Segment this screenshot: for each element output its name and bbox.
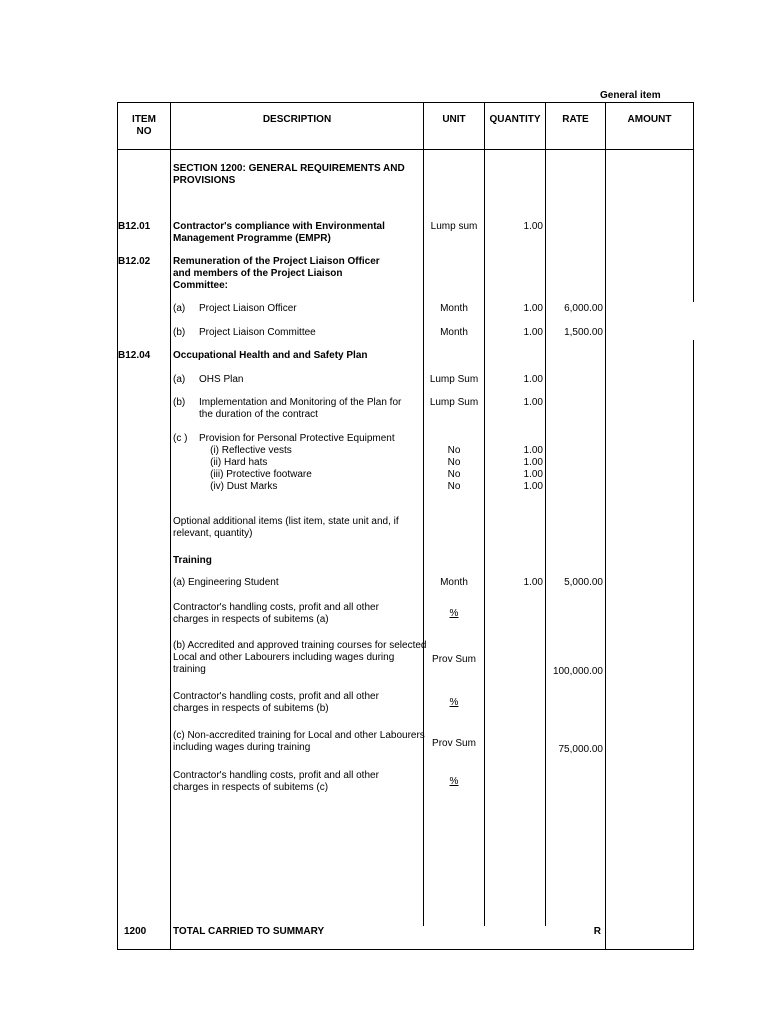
col-line-right-lower xyxy=(693,340,694,950)
col-header-amount: AMOUNT xyxy=(627,114,672,125)
sub-qty-b1204c: 1.00 1.00 1.00 1.00 xyxy=(523,445,543,492)
optional-items-note: Optional additional items (list item, state unit and, if relevant, quantity) xyxy=(173,516,399,539)
handling-c-desc: Contractor's handling costs, profit and all other charges in respects of subitems (c) xyxy=(173,770,379,793)
item-qty-b1201: 1.00 xyxy=(523,221,543,232)
sub-rate-b1202b: 1,500.00 xyxy=(564,327,603,338)
section-title: SECTION 1200: GENERAL REQUIREMENTS AND PROVISIONS xyxy=(173,163,405,186)
sub-desc-b1204a: OHS Plan xyxy=(199,374,244,385)
sub-desc-b1204c: Provision for Personal Protective Equipment (i) Reflective vests (ii) Hard hats (iii) Protective footware (iv) Dust Marks xyxy=(199,433,395,492)
sub-desc-b1202b: Project Liaison Committee xyxy=(199,327,316,338)
col-line-rate xyxy=(605,102,606,950)
col-header-rate: RATE xyxy=(562,114,589,125)
col-header-unit: UNIT xyxy=(442,114,466,125)
handling-a-unit: % xyxy=(449,608,459,619)
handling-c-unit: % xyxy=(449,776,459,787)
training-b-desc: (b) Accredited and approved training courses for selected Local and other Labourers including wages during training xyxy=(173,640,427,675)
training-a-desc: (a) Engineering Student xyxy=(173,577,279,588)
item-unit-b1201: Lump sum xyxy=(430,221,478,232)
sub-desc-b1204b: Implementation and Monitoring of the Plan for the duration of the contract xyxy=(199,397,402,420)
item-desc-b1204: Occupational Health and and Safety Plan xyxy=(173,350,368,361)
item-desc-b1201: Contractor's compliance with Environmental Management Programme (EMPR) xyxy=(173,221,385,244)
sub-qty-b1202b: 1.00 xyxy=(523,327,543,338)
table-top-border xyxy=(117,102,694,103)
training-title: Training xyxy=(173,555,212,566)
handling-a-desc: Contractor's handling costs, profit and all other charges in respects of subitems (a) xyxy=(173,602,379,625)
sub-label-b1202b: (b) xyxy=(173,327,186,338)
training-b-unit: Prov Sum xyxy=(432,654,476,665)
sub-label-b1204b: (b) xyxy=(173,397,186,408)
sub-qty-b1204b: 1.00 xyxy=(523,397,543,408)
col-header-quantity: QUANTITY xyxy=(489,114,541,125)
item-no-b1202: B12.02 xyxy=(118,256,151,267)
sub-rate-b1202a: 6,000.00 xyxy=(564,303,603,314)
table-bottom-border xyxy=(117,949,694,950)
total-label: TOTAL CARRIED TO SUMMARY xyxy=(173,926,325,937)
item-no-b1201: B12.01 xyxy=(118,221,151,232)
sub-unit-b1202b: Month xyxy=(440,327,468,338)
header-bottom-border xyxy=(117,149,694,150)
sub-desc-b1202a: Project Liaison Officer xyxy=(199,303,297,314)
sub-unit-b1202a: Month xyxy=(440,303,468,314)
training-a-qty: 1.00 xyxy=(523,577,543,588)
training-c-desc: (c) Non-accredited training for Local and other Labourers including wages during training xyxy=(173,730,425,753)
item-no-b1204: B12.04 xyxy=(118,350,151,361)
training-c-rate: 75,000.00 xyxy=(558,744,603,755)
sub-unit-b1204c: No No No No xyxy=(447,445,461,492)
col-line-item xyxy=(170,102,171,950)
sub-label-b1204a: (a) xyxy=(173,374,186,385)
training-a-rate: 5,000.00 xyxy=(564,577,603,588)
training-b-rate: 100,000.00 xyxy=(552,666,603,677)
training-c-unit: Prov Sum xyxy=(432,738,476,749)
sub-qty-b1202a: 1.00 xyxy=(523,303,543,314)
col-header-description: DESCRIPTION xyxy=(262,114,332,125)
item-desc-b1202: Remuneration of the Project Liaison Officer and members of the Project Liaison Committee: xyxy=(173,256,380,291)
col-line-right-upper xyxy=(693,102,694,302)
sub-label-b1204c: (c ) xyxy=(173,433,188,444)
sub-label-b1202a: (a) xyxy=(173,303,186,314)
col-header-item-no: ITEM NO xyxy=(132,114,156,137)
sub-unit-b1204a: Lump Sum xyxy=(429,374,479,385)
handling-b-unit: % xyxy=(449,697,459,708)
sub-unit-b1204b: Lump Sum xyxy=(429,397,479,408)
handling-b-desc: Contractor's handling costs, profit and all other charges in respects of subitems (b) xyxy=(173,691,379,714)
total-item-no: 1200 xyxy=(124,926,147,937)
col-line-qty xyxy=(545,102,546,926)
sub-qty-b1204a: 1.00 xyxy=(523,374,543,385)
training-a-unit: Month xyxy=(440,577,468,588)
page-header: General item xyxy=(600,90,661,101)
total-currency: R xyxy=(593,926,601,937)
